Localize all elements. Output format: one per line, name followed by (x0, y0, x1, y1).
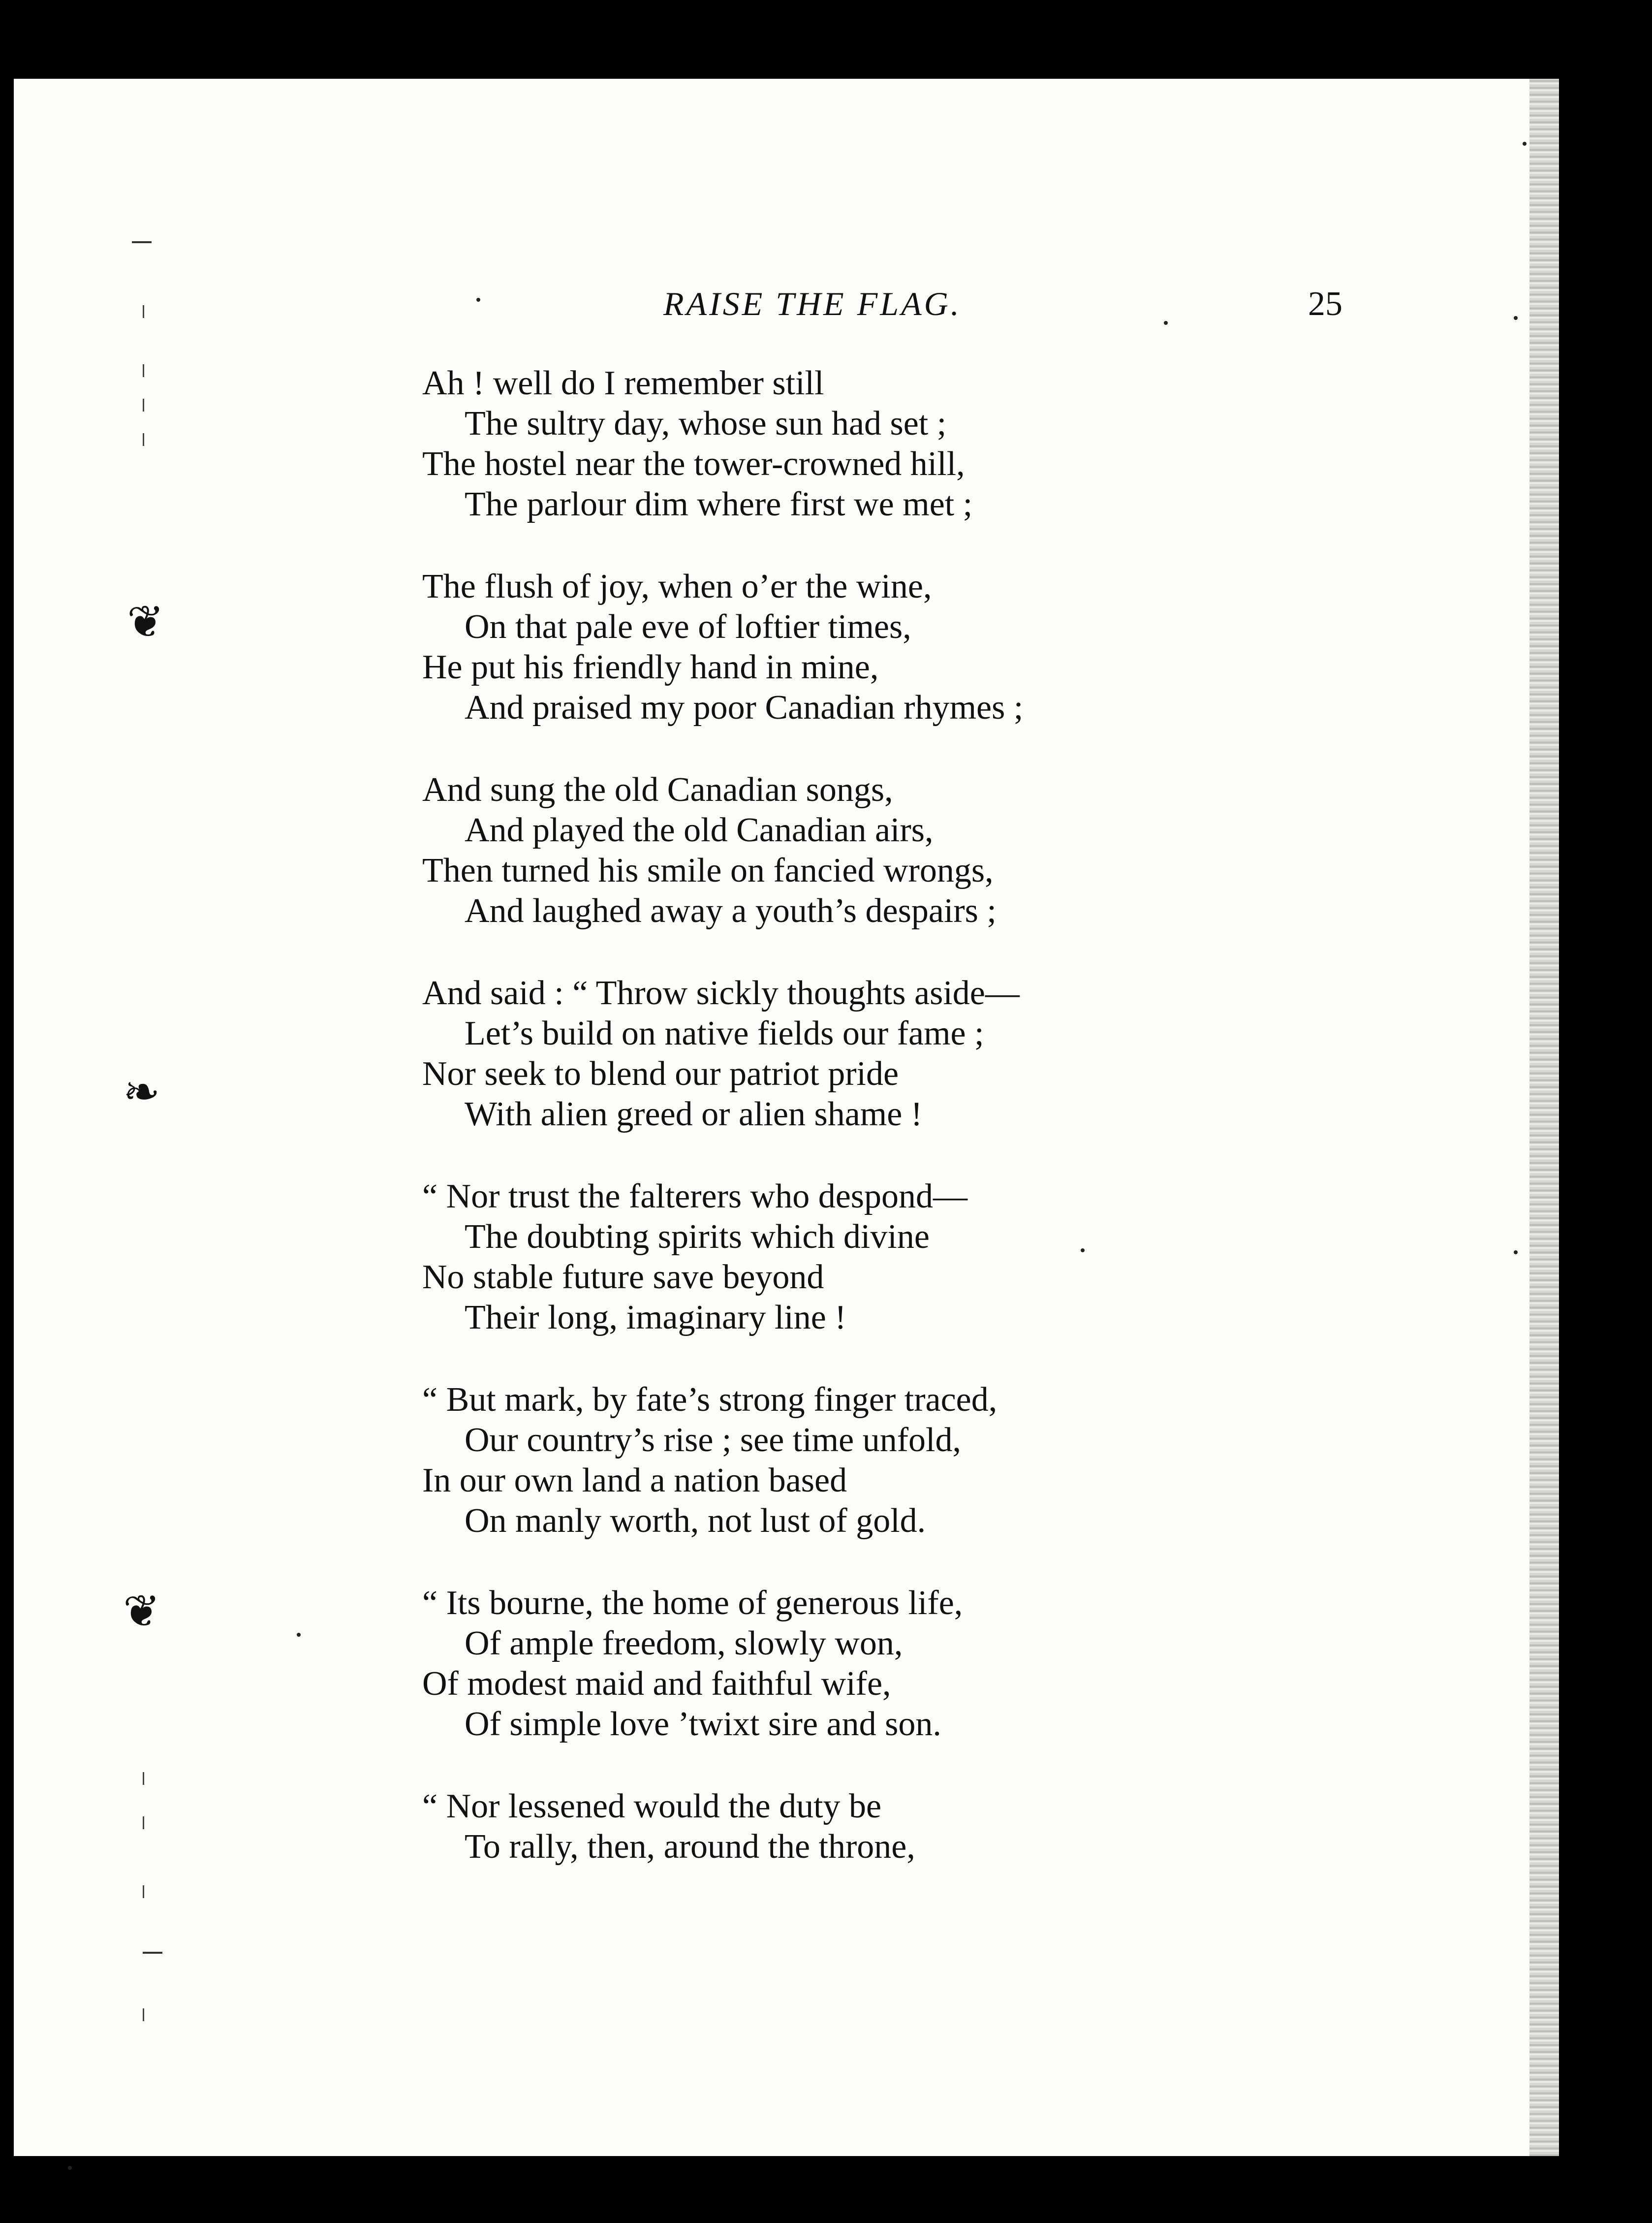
scan-speck (1164, 321, 1168, 325)
poem-body (422, 363, 1406, 1909)
poem-line: The parlour dim where first we met ; (465, 485, 973, 523)
poem-line: On that pale eve of loftier times, (465, 608, 911, 646)
scan-mark (143, 1952, 162, 1954)
stanza (422, 973, 1406, 1135)
poem-line: And laughed away a youth’s despairs ; (465, 892, 997, 930)
poem-line: The sultry day, whose sun had set ; (465, 405, 947, 443)
book-page (14, 79, 1559, 2156)
scan-mark (143, 305, 144, 318)
poem-line: “ Its bourne, the home of generous life, (422, 1584, 963, 1622)
poem-line: In our own land a nation based (422, 1461, 847, 1499)
poem-line: Of modest maid and faithful wife, (422, 1665, 891, 1703)
scan-mark (143, 2008, 144, 2021)
stanza (422, 567, 1406, 728)
scan-mark (143, 1816, 144, 1829)
scan-speck (68, 2166, 72, 2170)
poem-line: Their long, imaginary line ! (465, 1299, 846, 1336)
stanza (422, 363, 1406, 525)
page-edge-shadow (1529, 79, 1559, 2156)
scan-mark (132, 241, 152, 243)
page-number: 25 (1308, 285, 1342, 323)
scan-mark (143, 1885, 144, 1898)
poem-line: And sung the old Canadian songs, (422, 771, 893, 809)
stanza (422, 1786, 1406, 1867)
poem-line: “ Nor lessened would the duty be (422, 1787, 882, 1825)
poem-line: On manly worth, not lust of gold. (465, 1502, 926, 1540)
stanza (422, 1380, 1406, 1541)
scan-speck (1514, 1250, 1518, 1254)
poem-line: With alien greed or alien shame ! (465, 1095, 923, 1133)
scan-speck (1514, 316, 1518, 320)
poem-line: The hostel near the tower-crowned hill, (422, 445, 965, 483)
poem-line: Let’s build on native fields our fame ; (465, 1015, 984, 1052)
poem-line: And said : “ Throw sickly thoughts aside— (422, 974, 1020, 1012)
scan-mark (143, 433, 144, 446)
poem-line: Ah ! well do I remember still (422, 364, 824, 402)
stanza (422, 1583, 1406, 1745)
poem-line: The flush of joy, when o’er the wine, (422, 568, 932, 605)
scan-mark (143, 364, 144, 377)
binding-ornament: ❦ (127, 598, 164, 647)
poem-line: And played the old Canadian airs, (465, 811, 934, 849)
running-title: RAISE THE FLAG. (663, 285, 962, 322)
poem-line: He put his friendly hand in mine, (422, 648, 879, 686)
scan-speck (297, 1633, 301, 1637)
poem-line: No stable future save beyond (422, 1258, 824, 1296)
stanza (422, 770, 1406, 931)
poem-line: And praised my poor Canadian rhymes ; (465, 689, 1024, 727)
poem-line: Our country’s rise ; see time unfold, (465, 1421, 961, 1459)
running-head (14, 79, 1559, 177)
poem-line: Nor seek to blend our patriot pride (422, 1055, 899, 1093)
poem-line: Of simple love ’twixt sire and son. (465, 1705, 941, 1743)
binding-ornament: ❧ (123, 1068, 160, 1117)
poem-line: Then turned his smile on fancied wrongs, (422, 852, 994, 889)
poem-line: “ But mark, by fate’s strong finger traced, (422, 1381, 997, 1419)
scan-mark (143, 399, 144, 412)
poem-line: The doubting spirits which divine (465, 1218, 930, 1256)
binding-ornament: ❦ (123, 1588, 160, 1636)
poem-line: Of ample freedom, slowly won, (465, 1624, 903, 1662)
poem-line: “ Nor trust the falterers who despond— (422, 1177, 968, 1215)
stanza (422, 1176, 1406, 1338)
poem-line: To rally, then, around the throne, (465, 1828, 915, 1866)
scan-mark (143, 1772, 144, 1785)
scan-speck (476, 298, 480, 302)
